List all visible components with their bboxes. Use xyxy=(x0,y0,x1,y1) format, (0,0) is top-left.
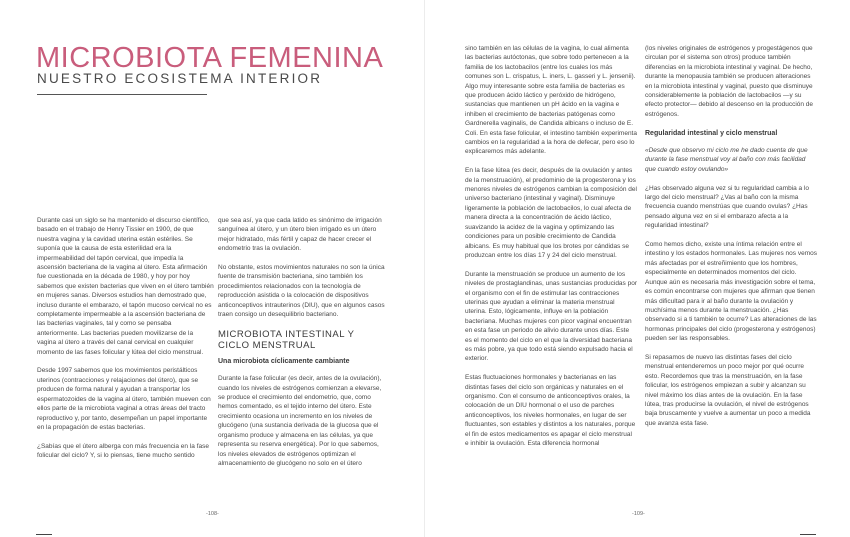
text-column-2 xyxy=(218,216,388,478)
paragraph: En la fase lútea (es decir, después de la ovulación y antes de la menstruación), el predominio de la progesterona y los menores niveles de estrógenos cambian la composición del universo bacteriano (intestinal y vaginal). Disminuye ligeramente la población de lactobacilos, lo cual afecta de manera directa a la concentración de ácido láctico, suavizando la acidez de la vagina y optimizando las condiciones para un posible crecimiento de Candida albicans. Es muy habitual que los brotes por cándidas se produzcan entre los días 17 y 24 del ciclo menstrual. xyxy=(465,167,637,259)
paragraph: Durante casi un siglo se ha mantenido el discurso científico, basado en el trabajo de Henry Tissier en 1900, de que nuestra vagina y la cavidad uterina están estériles. Se suponía que la causa de esta esterilidad era la impermeabilidad del tapón cervical, que impedía la ascensión bacteriana de la vagina al útero. Esta afirmación fue cuestionada en la década de 1980, y hoy por hoy sabemos que existen bacterias que viven en el útero también en mujeres sanas. Diversos estudios han demostrado que, incluso durante el embarazo, el tapón mucoso cervical no es completamente impermeable a la ascensión bacteriana de las bacterias vaginales, tal y como se pensaba anteriormente. Las bacterias pueden movilizarse de la vagina al útero a través del canal cervical en cualquier momento de las fases folicular y lútea del ciclo menstrual. xyxy=(37,217,214,356)
right-page xyxy=(425,0,850,537)
chapter-title: MICROBIOTA FEMENINA xyxy=(36,42,384,74)
pull-quote: «Desde que observo mi ciclo me he dado cuenta de que durante la fase menstrual voy al baño con más facilidad que cuando estoy ovulando» xyxy=(645,147,808,173)
paragraph: (los niveles originales de estrógenos y progestágenos que circulan por el sistema son otros) produce también diferencias en la microbiota intestinal y vaginal. De hecho, durante la menopausia también se producen alteraciones en la microbiota intestinal y vaginal, puesto que disminuye considerablemente la población de lactobacilos —y su efecto protector— debido al descenso en la producción de estrógenos. xyxy=(645,45,814,118)
paragraph: ¿Has observado alguna vez si tu regularidad cambia a lo largo del ciclo menstrual? ¿Vas al baño con la misma frecuencia cuando menstrúas que cuando ovulas? ¿Has pensado alguna vez en si el embarazo afecta a la regularidad intestinal? xyxy=(645,184,810,230)
paragraph: No obstante, estos movimientos naturales no son la única fuente de transmisión bacteriana, sino también los procedimientos relacionados con la tecnología de reproducción asistida o la colocación de dispositivos anticonceptivos intrauterinos (DIU), que en algunos casos traen consigo un desequilibrio bacteriano. xyxy=(218,264,385,319)
paragraph: que sea así, ya que cada latido es sinónimo de irrigación sanguínea al útero, y un útero bien irrigado es un útero mejor hidratado, más fértil y capaz de hacer crecer el endometrio tras la ovulación. xyxy=(218,217,382,253)
paragraph: Durante la fase folicular (es decir, antes de la ovulación), cuando los niveles de estrógenos comienzan a elevarse, se produce el crecimiento del endometrio, que, como hemos comentado, es el tejido interno del útero. Este crecimiento ocasiona un incremento en los niveles de glucógeno (una sustancia derivada de la glucosa que el organismo produce y almacena en las células, ya que representa su reserva energética). Por lo que sabemos, los niveles elevados de estrógenos optimizan el almacenamiento de glucógeno no solo en el útero xyxy=(218,375,382,467)
page-number: -108- xyxy=(206,511,219,517)
title-divider xyxy=(37,94,207,95)
paragraph: ¿Sabías que el útero alberga con más frecuencia en la fase folicular del ciclo? Y, si lo piensas, tiene mucho sentido xyxy=(37,442,209,460)
paragraph: sino también en las células de la vagina, lo cual alimenta las bacterias autóctonas, que sobre todo pertenecen a la familia de los lactobacilos (entre los cuales los más comunes son L. crispatus, L. iners, L. gasseri y L. jensenii). Algo muy interesante sobre esta familia de bacterias es que producen ácido láctico y peróxido de hidrógeno, sustancias que mantienen un pH ácido en la vagina e inhiben el crecimiento de bacterias patógenas como Gardnerella vaginalis, de Candida albicans o incluso de E. Coli. En esta fase folicular, el intestino también experimenta cambios en la regularidad a la hora de defecar, pero eso lo explicaremos más adelante. xyxy=(465,45,637,156)
paragraph: Como hemos dicho, existe una íntima relación entre el intestino y los estados hormonales. Las mujeres nos vemos más afectadas por el estreñimiento que los hombres, especialmente en determinados momentos del ciclo. Aunque aún es necesaria más investigación sobre el tema, es común encontrarse con mujeres que afirman que tienen más dificultad para ir al baño durante la ovulación y muchísima menos durante la menstruación. ¿Has observado si a ti también te ocurre? Las alteraciones de las hormonas principales del ciclo (progesterona y estrógenos) pueden ser las responsables. xyxy=(645,241,817,343)
paragraph: Durante la menstruación se produce un aumento de los niveles de prostaglandinas, unas sustancias producidas por el organismo con el fin de estimular las contracciones uterinas que ayudan a eliminar la materia menstrual uterina. Esto, lógicamente, influye en la población bacteriana. Muchas mujeres con picor vaginal encuentran en esta fase un periodo de alivio durante unos días. Este es el momento del ciclo en el que la diversidad bacteriana es más pobre, ya que todo está siendo expulsado hacia el exterior. xyxy=(465,270,637,363)
subsection-heading: Una microbiota cíclicamente cambiante xyxy=(218,357,350,365)
text-column-1 xyxy=(37,216,214,470)
section-heading: MICROBIOTA INTESTINAL Y CICLO MENSTRUAL xyxy=(218,328,355,351)
paragraph: Desde 1997 sabemos que los movimientos peristálticos uterinos (contracciones y relajaciones del útero), que se producen de forma natural y ayudan a transportar los espermatozoides de la vagina al útero, también mueven con ellos parte de la microbiota vaginal a otras áreas del tracto reproductivo y, por tanto, desempeñan un papel importante en la propagación de estas bacterias. xyxy=(37,367,211,431)
text-column-4 xyxy=(645,44,817,438)
chapter-subtitle: NUESTRO ECOSISTEMA INTERIOR xyxy=(37,71,323,86)
text-column-3 xyxy=(465,44,637,458)
subsection-heading: Regularidad intestinal y ciclo menstrual xyxy=(645,129,778,137)
footer-rule xyxy=(800,534,816,535)
paragraph: Si repasamos de nuevo las distintas fases del ciclo menstrual entenderemos un poco mejor por qué ocurre esto. Recordemos que tras la menstruación, en la fase folicular, los estrógenos empiezan a subir y alcanzan su nivel máximo los días antes de la ovulación. En la fase lútea, tras producirse la ovulación, el nivel de estrógenos baja bruscamente y vuelve a aumentar un poco a medida que avanza esta fase. xyxy=(645,353,811,427)
page-number: -109- xyxy=(632,511,645,517)
footer-rule xyxy=(36,534,52,535)
paragraph: Estas fluctuaciones hormonales y bacterianas en las distintas fases del ciclo son orgánicas y naturales en el organismo. Con el consumo de anticonceptivos orales, la colocación de un DIU hormonal o el uso de parches anticonceptivos, los niveles hormonales, en lugar de ser fluctuantes, son estables y distintos a los naturales, porque el fin de estos medicamentos es apagar el ciclo menstrual e inhibir la ovulación. Esta diferencia hormonal xyxy=(465,374,636,448)
